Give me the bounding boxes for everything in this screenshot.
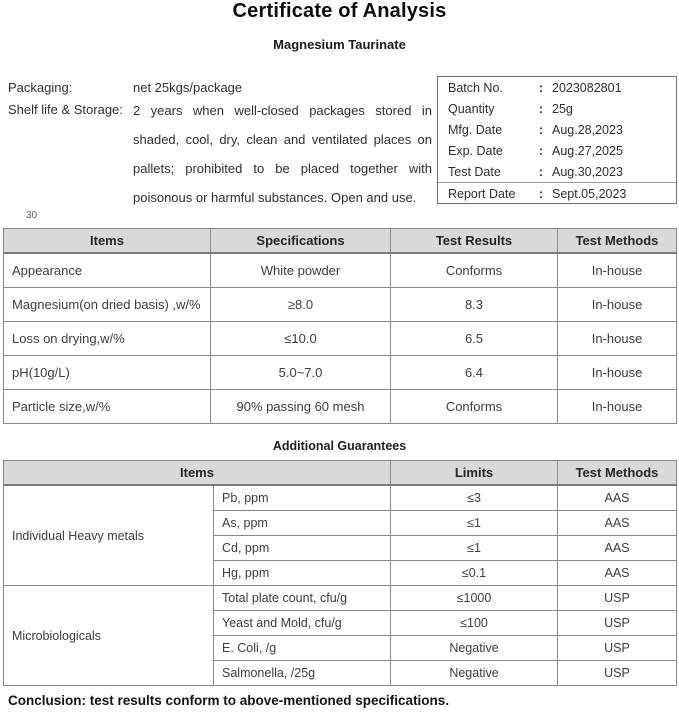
batch-row-quantity — [438, 98, 676, 119]
guarantee-header-row — [4, 461, 677, 486]
item-cell: Particle size,w/% — [4, 390, 211, 424]
limit-cell: ≤3 — [391, 485, 558, 511]
result-cell: 6.4 — [391, 356, 558, 390]
method-cell: In-house — [558, 288, 677, 322]
shelf-life-label: Shelf life & Storage: — [8, 102, 123, 117]
quantity-value: 25g — [552, 101, 573, 116]
table-row — [4, 390, 677, 424]
item-cell: Pb, ppm — [214, 485, 391, 511]
spec-cell: 90% passing 60 mesh — [211, 390, 391, 424]
shelf-life-value: 2 years when well-closed packages stored in shaded, cool, dry, clean and ventilated places on pallets; prohibited to be placed together with poisonous or harmful substances. Open and use. — [133, 103, 432, 205]
method-cell: AAS — [558, 485, 677, 511]
result-cell: Conforms — [391, 390, 558, 424]
col-header-specifications: Specifications — [211, 229, 391, 254]
quantity-label: Quantity — [448, 101, 495, 116]
batch-no-value: 2023082801 — [552, 80, 622, 95]
method-cell: USP — [558, 661, 677, 686]
method-cell: In-house — [558, 322, 677, 356]
table-row — [4, 322, 677, 356]
additional-guarantees-heading: Additional Guarantees — [272, 439, 407, 453]
batch-row-mfg-date — [438, 119, 676, 140]
col-header-items: Items — [4, 461, 391, 486]
packaging-value: net 25kgs/package — [133, 80, 243, 95]
item-cell: Total plate count, cfu/g — [214, 586, 391, 611]
limit-cell: Negative — [391, 636, 558, 661]
method-cell: USP — [558, 636, 677, 661]
batch-row-test-date — [438, 161, 676, 182]
method-cell: AAS — [558, 511, 677, 536]
table-row — [4, 586, 677, 611]
mfg-date-value: Aug.28,2023 — [552, 122, 623, 137]
col-header-test-results: Test Results — [391, 229, 558, 254]
result-cell: 8.3 — [391, 288, 558, 322]
limit-cell: ≤1000 — [391, 586, 558, 611]
report-date-label: Report Date — [448, 186, 516, 201]
item-cell: Magnesium(on dried basis) ,w/% — [4, 288, 211, 322]
method-cell: AAS — [558, 561, 677, 586]
item-cell: Hg, ppm — [214, 561, 391, 586]
spec-cell: 5.0~7.0 — [211, 356, 391, 390]
item-cell: As, ppm — [214, 511, 391, 536]
item-cell: E. Coli, /g — [214, 636, 391, 661]
spec-header-row — [4, 229, 677, 254]
group-cell-heavy-metals: Individual Heavy metals — [4, 485, 214, 586]
table-row — [4, 288, 677, 322]
col-header-test-methods: Test Methods — [558, 229, 677, 254]
page-title: Certificate of Analysis — [232, 0, 447, 22]
result-cell: 6.5 — [391, 322, 558, 356]
item-cell: Loss on drying,w/% — [4, 322, 211, 356]
batch-info-box — [437, 76, 677, 204]
colon-separator: : — [538, 80, 544, 95]
method-cell: In-house — [558, 356, 677, 390]
table-row — [4, 253, 677, 288]
packaging-label: Packaging: — [8, 80, 73, 95]
method-cell: AAS — [558, 536, 677, 561]
method-cell: USP — [558, 611, 677, 636]
exp-date-value: Aug.27,2025 — [552, 143, 623, 158]
colon-separator: : — [538, 186, 544, 201]
item-cell: Cd, ppm — [214, 536, 391, 561]
product-name: Magnesium Taurinate — [273, 37, 406, 52]
additional-guarantees-table — [3, 460, 677, 686]
group-cell-microbiologicals: Microbiologicals — [4, 586, 214, 686]
exp-date-label: Exp. Date — [448, 143, 503, 158]
specifications-table — [3, 228, 677, 424]
colon-separator: : — [538, 122, 544, 137]
report-date-value: Sept.05,2023 — [552, 186, 627, 201]
mfg-date-label: Mfg. Date — [448, 122, 503, 137]
spec-cell: ≤10.0 — [211, 322, 391, 356]
batch-row-batch-no — [438, 77, 676, 98]
limit-cell: ≤100 — [391, 611, 558, 636]
page-note: 30 — [26, 210, 38, 221]
colon-separator: : — [538, 164, 544, 179]
method-cell: In-house — [558, 390, 677, 424]
limit-cell: ≤0.1 — [391, 561, 558, 586]
col-header-items: Items — [4, 229, 211, 254]
item-cell: Yeast and Mold, cfu/g — [214, 611, 391, 636]
test-date-value: Aug.30,2023 — [552, 164, 623, 179]
col-header-test-methods: Test Methods — [558, 461, 677, 486]
col-header-limits: Limits — [391, 461, 558, 486]
item-cell: Salmonella, /25g — [214, 661, 391, 686]
table-row — [4, 485, 677, 511]
item-cell: pH(10g/L) — [4, 356, 211, 390]
colon-separator: : — [538, 101, 544, 116]
table-row — [4, 356, 677, 390]
spec-cell: ≥8.0 — [211, 288, 391, 322]
batch-row-exp-date — [438, 140, 676, 161]
item-cell: Appearance — [4, 253, 211, 288]
colon-separator: : — [538, 143, 544, 158]
method-cell: In-house — [558, 253, 677, 288]
batch-no-label: Batch No. — [448, 80, 503, 95]
batch-row-report-date — [438, 182, 676, 204]
test-date-label: Test Date — [448, 164, 501, 179]
result-cell: Conforms — [391, 253, 558, 288]
limit-cell: ≤1 — [391, 536, 558, 561]
method-cell: USP — [558, 586, 677, 611]
spec-cell: White powder — [211, 253, 391, 288]
conclusion-text: Conclusion: test results conform to above-mentioned specifications. — [8, 693, 450, 708]
limit-cell: Negative — [391, 661, 558, 686]
limit-cell: ≤1 — [391, 511, 558, 536]
